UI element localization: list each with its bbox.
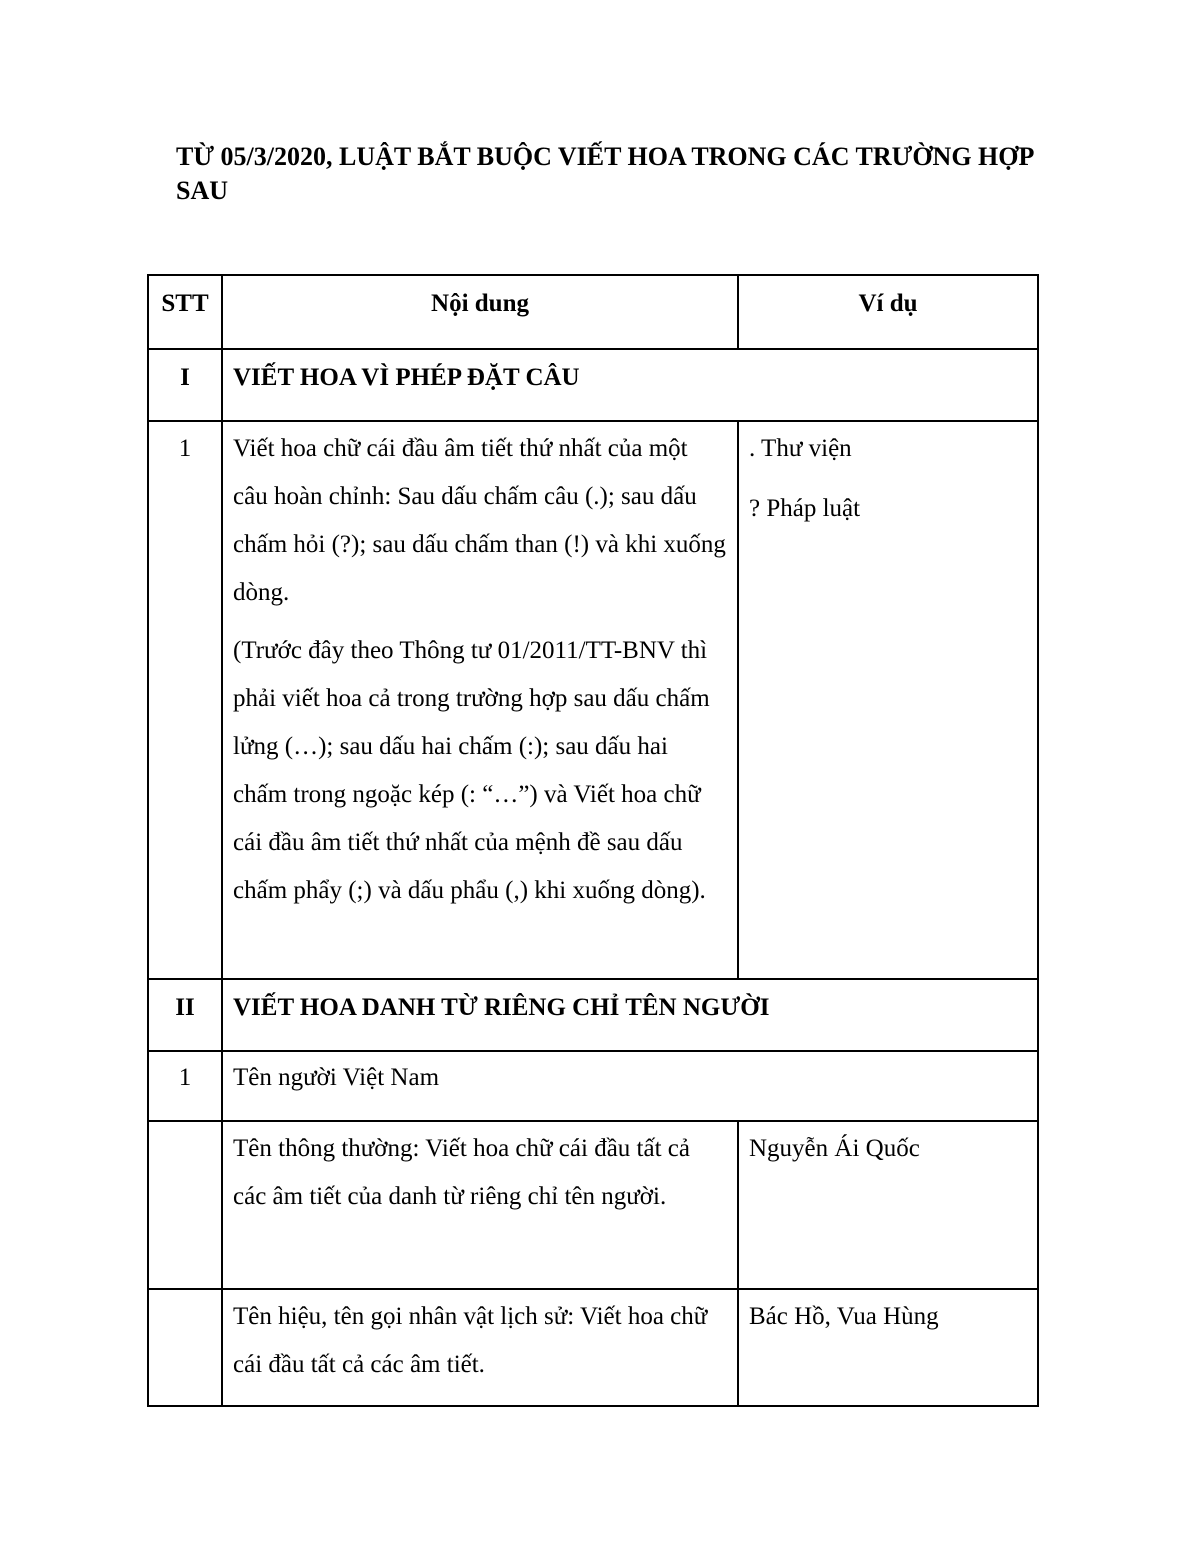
section-title: VIẾT HOA VÌ PHÉP ĐẶT CÂU	[222, 349, 1038, 421]
row-example	[738, 421, 1038, 979]
section-title: VIẾT HOA DANH TỪ RIÊNG CHỈ TÊN NGƯỜI	[222, 979, 1038, 1051]
section-number: II	[148, 979, 222, 1051]
header-content: Nội dung	[222, 275, 738, 349]
section-row	[148, 979, 1038, 1051]
table-row	[148, 421, 1038, 979]
example-item: Nguyễn Ái Quốc	[749, 1135, 920, 1162]
row-example	[738, 1121, 1038, 1289]
header-example: Ví dụ	[738, 275, 1038, 349]
row-number: 1	[148, 421, 222, 979]
capitalization-rules-table	[147, 274, 1039, 1407]
row-content: Tên người Việt Nam	[222, 1051, 1038, 1121]
row-number: 1	[148, 1051, 222, 1121]
example-item: ? Pháp luật	[749, 495, 861, 522]
row-content-paragraph: Viết hoa chữ cái đầu âm tiết thứ nhất của một câu hoàn chỉnh: Sau dấu chấm câu (.); sau dấu chấm hỏi (?); sau dấu chấm than (!) và khi xuống dòng.	[233, 435, 726, 606]
section-number: I	[148, 349, 222, 421]
row-content: Tên thông thường: Viết hoa chữ cái đầu tất cả các âm tiết của danh từ riêng chỉ tên người.	[222, 1121, 738, 1289]
table-row	[148, 1289, 1038, 1406]
example-item: . Thư viện	[749, 435, 852, 462]
row-content: Tên hiệu, tên gọi nhân vật lịch sử: Viết hoa chữ cái đầu tất cả các âm tiết.	[222, 1289, 738, 1406]
row-number	[148, 1289, 222, 1406]
row-content-paragraph: (Trước đây theo Thông tư 01/2011/TT-BNV thì phải viết hoa cả trong trường hợp sau dấu chấm lửng (…); sau dấu hai chấm (:); sau dấu hai chấm trong ngoặc kép (: “…”) và Viết hoa chữ cái đầu âm tiết thứ nhất của mệnh đề sau dấu chấm phẩy (;) và dấu phẩu (,) khi xuống dòng).	[233, 637, 710, 904]
document-title: TỪ 05/3/2020, LUẬT BẮT BUỘC VIẾT HOA TRONG CÁC TRƯỜNG HỢP SAU	[176, 142, 1033, 205]
section-row	[148, 349, 1038, 421]
row-content	[222, 421, 738, 979]
table-header-row	[148, 275, 1038, 349]
example-item: Bác Hồ, Vua Hùng	[749, 1303, 939, 1330]
table-row	[148, 1051, 1038, 1121]
row-number	[148, 1121, 222, 1289]
table-row	[148, 1121, 1038, 1289]
row-example	[738, 1289, 1038, 1406]
header-stt: STT	[148, 275, 222, 349]
